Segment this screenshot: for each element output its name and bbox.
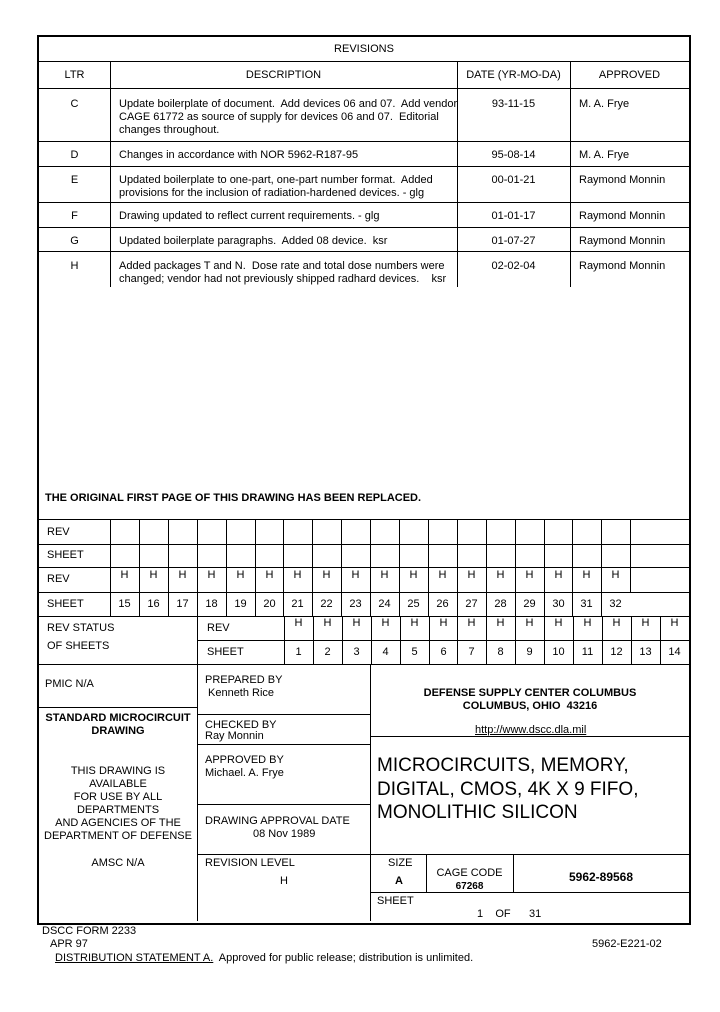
revision-description: Drawing updated to reflect current requirements. - glg <box>119 210 380 222</box>
prepared-by-name: Kenneth Rice <box>208 687 275 699</box>
revision-date: 01-07-27 <box>491 235 536 247</box>
grid-sheet-cell: 24 <box>378 598 391 610</box>
agency-address: COLUMBUS, OHIO 43216 <box>462 700 598 712</box>
status-sheet-cell: 11 <box>581 646 594 658</box>
grid-sheet-cell: 22 <box>320 598 333 610</box>
revision-date: 95-08-14 <box>491 149 536 161</box>
status-sheet-label: SHEET <box>207 646 244 658</box>
sheet-number: 1 OF 31 <box>477 908 542 920</box>
distribution-statement <box>55 952 473 965</box>
grid-sheet-label: SHEET <box>47 549 84 561</box>
grid-sheet-cell: 26 <box>436 598 449 610</box>
availability-line-3: FOR USE BY ALL <box>73 791 163 803</box>
status-sheet-cell: 4 <box>382 646 389 658</box>
status-sheet-cell: 7 <box>468 646 475 658</box>
agency-name: DEFENSE SUPPLY CENTER COLUMBUS <box>423 687 637 699</box>
status-rev-cell: H <box>381 617 390 629</box>
revision-date: 93-11-15 <box>491 98 536 110</box>
availability-line-5: AND AGENCIES OF THE <box>55 817 181 829</box>
size-label: SIZE <box>388 857 413 869</box>
grid-sheet-cell: 31 <box>580 598 593 610</box>
distribution-label: DISTRIBUTION STATEMENT A. <box>55 952 214 964</box>
revision-description: Update boilerplate of document. Add devices 06 and 07. Add vendor CAGE 61772 as source of supply for devices 06 and 07. Editorial changes throughout. <box>119 98 458 136</box>
grid-sheet-cell: 30 <box>552 598 565 610</box>
status-rev-cell: H <box>554 617 563 629</box>
status-sheet-cell: 10 <box>552 646 565 658</box>
grid-rev-cell: H <box>496 569 505 581</box>
availability-line-2: AVAILABLE <box>89 778 147 790</box>
availability-line-4: DEPARTMENTS <box>76 804 160 816</box>
grid-rev-cell: H <box>265 569 274 581</box>
form-number: DSCC FORM 2233 <box>42 925 137 937</box>
revision-ltr: E <box>70 174 79 186</box>
grid-sheet-cell: 17 <box>176 598 189 610</box>
status-rev-cell: H <box>323 617 332 629</box>
drawing-number: 5962-89568 <box>568 870 634 884</box>
status-sheet-cell: 1 <box>295 646 302 658</box>
distribution-text: Approved for public release; distribution is unlimited. <box>213 952 474 964</box>
checked-by-label: CHECKED BY <box>205 719 277 731</box>
of-sheets-label: OF SHEETS <box>47 640 110 652</box>
replaced-notice: THE ORIGINAL FIRST PAGE OF THIS DRAWING HAS BEEN REPLACED. <box>45 492 422 504</box>
grid-rev-label: REV <box>47 526 70 538</box>
std-drawing-title-1: STANDARD MICROCIRCUIT <box>45 712 191 724</box>
revision-date: 00-01-21 <box>491 174 536 186</box>
status-sheet-cell: 9 <box>526 646 533 658</box>
grid-rev-cell: H <box>178 569 187 581</box>
agency-url-link[interactable]: http://www.dscc.dla.mil <box>475 724 587 736</box>
status-rev-cell: H <box>612 617 621 629</box>
approval-date-label: DRAWING APPROVAL DATE <box>205 815 350 827</box>
header-description: DESCRIPTION <box>245 69 322 81</box>
document-code: 5962-E221-02 <box>592 938 662 950</box>
prepared-by-label: PREPARED BY <box>205 674 283 686</box>
status-sheet-cell: 12 <box>610 646 623 658</box>
drawing-title-line-3: MONOLITHIC SILICON <box>377 802 578 823</box>
grid-rev-cell: H <box>207 569 216 581</box>
revision-approved: M. A. Frye <box>579 149 630 161</box>
grid-sheet-cell: 15 <box>118 598 131 610</box>
grid-sheet-cell: 28 <box>494 598 507 610</box>
status-sheet-cell: 6 <box>440 646 447 658</box>
status-rev-cell: H <box>410 617 419 629</box>
availability-line-6: DEPARTMENT OF DEFENSE <box>44 830 192 842</box>
grid-sheet-cell: 20 <box>263 598 276 610</box>
amsc-label: AMSC N/A <box>91 857 145 869</box>
grid-rev-cell: H <box>293 569 302 581</box>
rev-status-label: REV STATUS <box>47 622 115 634</box>
availability-line-1: THIS DRAWING IS <box>70 765 166 777</box>
revision-ltr: F <box>71 210 78 222</box>
cage-code-label: CAGE CODE <box>436 867 503 879</box>
sheet-label: SHEET <box>377 895 414 907</box>
status-rev-cell: H <box>670 617 679 629</box>
grid-rev-label-2: REV <box>47 573 70 585</box>
status-rev-cell: H <box>496 617 505 629</box>
revision-level-label: REVISION LEVEL <box>205 857 295 869</box>
status-rev-cell: H <box>583 617 592 629</box>
drawing-title-line-1: MICROCIRCUITS, MEMORY, <box>377 755 629 776</box>
approved-by-label: APPROVED BY <box>205 754 284 766</box>
status-rev-label: REV <box>207 622 230 634</box>
status-rev-cell: H <box>525 617 534 629</box>
grid-sheet-label-2: SHEET <box>47 598 84 610</box>
grid-rev-cell: H <box>380 569 389 581</box>
grid-sheet-cell: 27 <box>465 598 478 610</box>
revision-approved: Raymond Monnin <box>579 174 666 186</box>
status-sheet-cell: 14 <box>668 646 681 658</box>
checked-by-name: Ray Monnin <box>205 730 264 742</box>
status-sheet-cell: 2 <box>324 646 331 658</box>
status-sheet-cell: 8 <box>497 646 504 658</box>
grid-sheet-cell: 25 <box>407 598 420 610</box>
grid-rev-cell: H <box>149 569 158 581</box>
header-approved: APPROVED <box>598 69 661 81</box>
header-date: DATE (YR-MO-DA) <box>466 69 561 81</box>
grid-rev-cell: H <box>525 569 534 581</box>
pmic-label: PMIC N/A <box>45 678 94 690</box>
grid-rev-cell: H <box>438 569 447 581</box>
size-value: A <box>395 875 403 887</box>
grid-sheet-cell: 16 <box>147 598 160 610</box>
grid-rev-cell: H <box>120 569 129 581</box>
revision-date: 01-01-17 <box>491 210 536 222</box>
form-date: APR 97 <box>50 938 88 950</box>
status-sheet-cell: 5 <box>411 646 418 658</box>
grid-sheet-cell: 32 <box>609 598 622 610</box>
status-sheet-cell: 13 <box>639 646 652 658</box>
revision-ltr: D <box>70 149 79 161</box>
revision-level-value: H <box>280 875 288 887</box>
revision-description: Updated boilerplate paragraphs. Added 08 device. ksr <box>119 235 388 247</box>
revision-approved: Raymond Monnin <box>579 210 666 222</box>
grid-rev-cell: H <box>351 569 360 581</box>
drawing-title-line-2: DIGITAL, CMOS, 4K X 9 FIFO, <box>377 779 639 800</box>
revision-approved: Raymond Monnin <box>579 260 666 272</box>
revision-description: Changes in accordance with NOR 5962-R187-95 <box>119 149 359 161</box>
header-ltr: LTR <box>64 69 85 81</box>
revision-approved: Raymond Monnin <box>579 235 666 247</box>
revision-description: Updated boilerplate to one-part, one-part number format. Added provisions for the inclusion of radiation-hardened devices. - glg <box>119 174 433 199</box>
grid-rev-cell: H <box>322 569 331 581</box>
approval-date: 08 Nov 1989 <box>253 828 316 840</box>
grid-rev-cell: H <box>409 569 418 581</box>
revision-approved: M. A. Frye <box>579 98 630 110</box>
grid-rev-cell: H <box>554 569 563 581</box>
revisions-title: REVISIONS <box>334 43 394 55</box>
cage-code-value: 67268 <box>455 881 484 892</box>
grid-rev-cell: H <box>611 569 620 581</box>
revision-description: Added packages T and N. Dose rate and total dose numbers were changed; vendor had not previously shipped radhard devices. ksr <box>119 260 447 285</box>
status-rev-cell: H <box>294 617 303 629</box>
status-rev-cell: H <box>641 617 650 629</box>
grid-sheet-cell: 19 <box>234 598 247 610</box>
revision-ltr: C <box>70 98 79 110</box>
grid-rev-cell: H <box>236 569 245 581</box>
grid-rev-cell: H <box>467 569 476 581</box>
grid-rev-cell: H <box>582 569 591 581</box>
status-rev-cell: H <box>352 617 361 629</box>
grid-sheet-cell: 18 <box>205 598 218 610</box>
grid-sheet-cell: 21 <box>291 598 304 610</box>
status-sheet-cell: 3 <box>353 646 360 658</box>
revision-ltr: G <box>70 235 79 247</box>
grid-sheet-cell: 23 <box>349 598 362 610</box>
approved-by-name: Michael. A. Frye <box>205 767 284 779</box>
status-rev-cell: H <box>439 617 448 629</box>
revision-date: 02-02-04 <box>491 260 536 272</box>
grid-sheet-cell: 29 <box>523 598 536 610</box>
std-drawing-title-2: DRAWING <box>91 725 145 737</box>
revision-ltr: H <box>70 260 79 272</box>
status-rev-cell: H <box>467 617 476 629</box>
